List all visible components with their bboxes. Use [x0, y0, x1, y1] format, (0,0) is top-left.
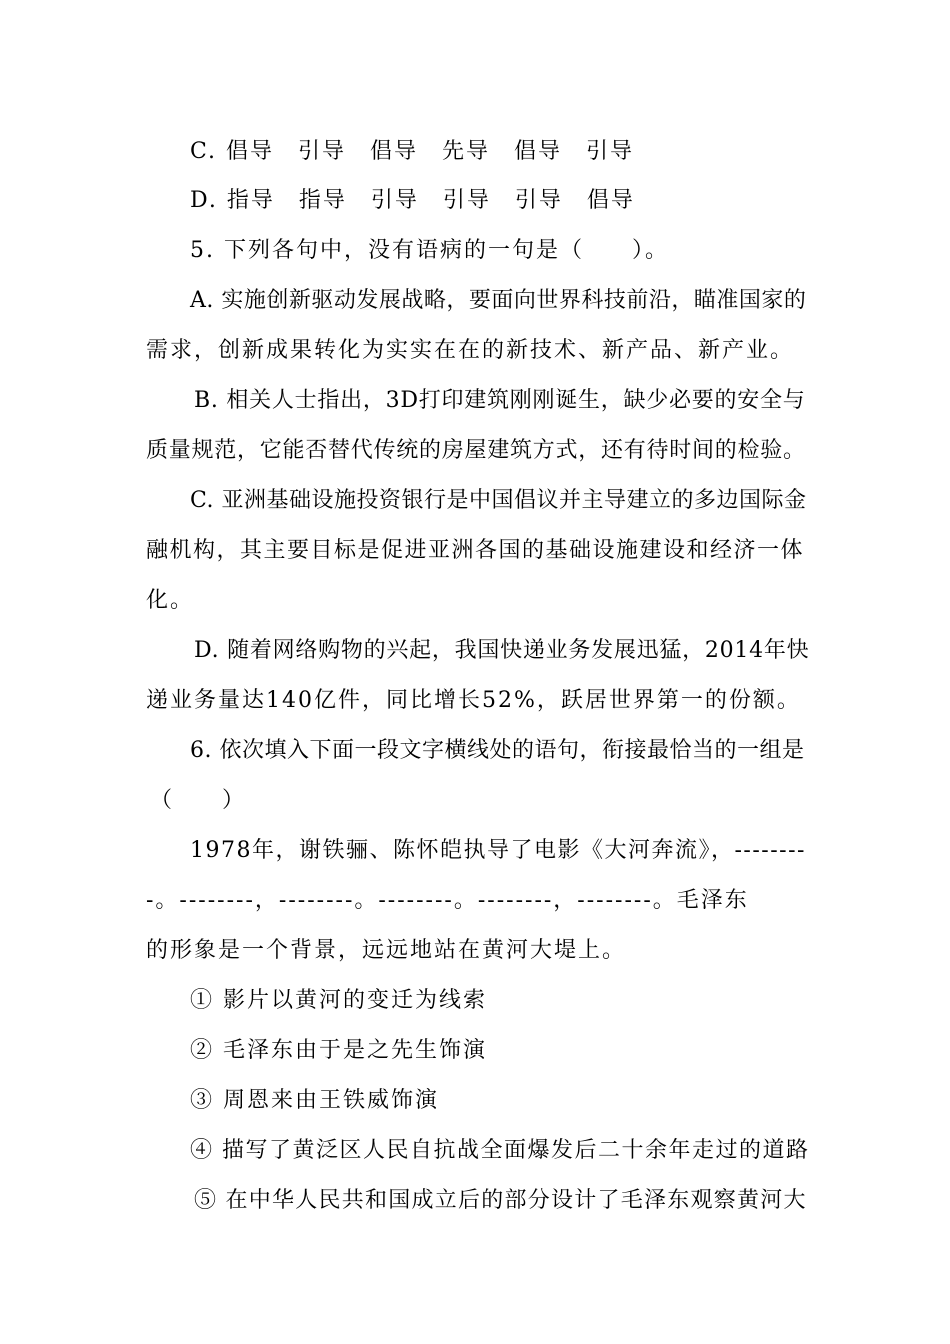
passage-line-3: 的形象是一个背景，远远地站在黄河大堤上。: [146, 938, 627, 963]
question-5-stem: 5. 下列各句中，没有语病的一句是（ ）。: [190, 238, 669, 263]
sentence-5: ⑤ 在中华人民共和国成立后的部分设计了毛泽东观察黄河大: [194, 1188, 807, 1213]
passage-line-1: 1978年，谢铁骊、陈怀皑执导了电影《大河奔流》，--------: [190, 838, 806, 863]
sentence-3: ③ 周恩来由王铁威饰演: [190, 1088, 439, 1113]
question-5-option-c-end: 化。: [146, 588, 195, 613]
option-c-line: C. 倡导 引导 倡导 先导 倡导 引导: [190, 139, 635, 164]
sentence-4: ④ 描写了黄泛区人民自抗战全面爆发后二十余年走过的道路: [190, 1138, 810, 1163]
question-5-option-a: A. 实施创新驱动发展战略，要面向世界科技前沿，瞄准国家的: [190, 288, 807, 313]
question-5-option-d-cont: 递业务量达140亿件，同比增长52%，跃居世界第一的份额。: [146, 688, 801, 713]
question-6-answer-blank: （ ）: [150, 788, 247, 813]
question-5-option-a-cont: 需求，创新成果转化为实实在在的新技术、新产品、新产业。: [146, 338, 795, 363]
passage-line-2: -。--------，--------。--------。--------，--------。毛泽东: [146, 888, 749, 913]
sentence-2: ② 毛泽东由于是之先生饰演: [190, 1038, 487, 1063]
question-5-option-b-cont: 质量规范，它能否替代传统的房屋建筑方式，还有待时间的检验。: [146, 438, 806, 463]
sentence-1: ① 影片以黄河的变迁为线索: [190, 988, 487, 1013]
question-6-stem: 6. 依次填入下面一段文字横线处的语句，衔接最恰当的一组是: [190, 738, 805, 763]
question-5-option-b: B. 相关人士指出，3D打印建筑刚刚诞生，缺少必要的安全与: [194, 388, 806, 413]
option-d-line: D. 指导 指导 引导 引导 引导 倡导: [190, 188, 635, 213]
question-5-option-c-cont: 融机构，其主要目标是促进亚洲各国的基础设施建设和经济一体: [146, 538, 805, 563]
question-5-option-d: D. 随着网络购物的兴起，我国快递业务发展迅猛，2014年快: [194, 638, 810, 663]
question-5-option-c: C. 亚洲基础设施投资银行是中国倡议并主导建立的多边国际金: [190, 488, 807, 513]
